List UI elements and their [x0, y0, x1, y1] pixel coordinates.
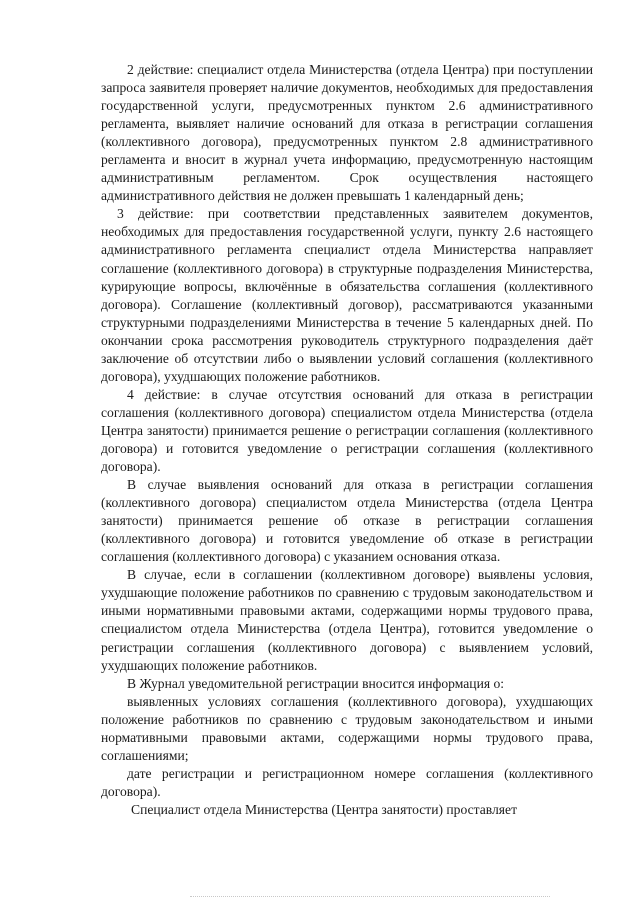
paragraph-journal-intro: В Журнал уведомительной регистрации вносится информация о:	[127, 675, 505, 691]
list-item-conditions: выявленных условиях соглашения (коллективного договора), ухудшающих положение работников по сравнению с трудовым законодательством и иными нормативными правовыми актами, содержащими нормы трудового права, соглашениями;	[101, 693, 593, 763]
paragraph-specialist-stamp: Специалист отдела Министерства (Центра занятости) проставляет	[131, 801, 518, 817]
paragraph-action-2: 2 действие: специалист отдела Министерства (отдела Центра) при поступлении запроса заявителя проверяет наличие документов, необходимых для предоставления государственной услуги, предусмотренных пунктом 2.6 административного регламента, выявляет наличие оснований для отказа в регистрации соглашения (коллективного договора), предусмотренных пунктом 2.8 административного регламента и вносит в журнал учета информацию, предусмотренную настоящим административным регламентом. Срок осуществления настоящего административного действия не должен превышать 1 календарный день;	[101, 62, 593, 204]
list-item-registration-date: дате регистрации и регистрационном номере соглашения (коллективного договора).	[101, 765, 593, 799]
page-bottom-divider	[190, 896, 550, 898]
paragraph-refusal: В случае выявления оснований для отказа в регистрации соглашения (коллективного договора) специалистом отдела Министерства (отдела Центра занятости) принимается решение об отказе в регистрации соглашения (коллективного договора) и готовится уведомление об отказе в регистрации соглашения (коллективного договора) с указанием основания отказа.	[101, 477, 593, 565]
document-body	[101, 61, 593, 819]
paragraph-action-4: 4 действие: в случае отсутствия оснований для отказа в регистрации соглашения (коллективного договора) специалистом отдела Министерства (отдела Центра занятости) принимается решение о регистрации соглашения (коллективного договора) и готовится уведомление о регистрации соглашения (коллективного договора).	[101, 386, 593, 475]
paragraph-worsening-conditions: В случае, если в соглашении (коллективном договоре) выявлены условия, ухудшающие положение работников по сравнению с трудовым законодательством и иными нормативными правовыми актами, содержащими нормы трудового права, специалистом отдела Министерства (отдела Центра), готовится уведомление о регистрации соглашения (коллективного договора) с выявлением условий, ухудшающих положение работников.	[101, 567, 593, 673]
paragraph-action-3: 3 действие: при соответствии представленных заявителем документов, необходимых для предоставления государственной услуги, пункту 2.6 настоящего административного регламента специалист отдела Министерства направляет соглашение (коллективного договора) в структурные подразделения Министерства, курирующие вопросы, включённые в обязательства соглашения (коллективного договора). Соглашение (коллективный договор), рассматриваются указанными структурными подразделениями Министерства в течение 5 календарных дней. По окончании срока рассмотрения руководитель структурного подразделения даёт заключение об отсутствии либо о выявлении условий соглашения (коллективного договора), ухудшающих положение работников.	[101, 206, 593, 384]
